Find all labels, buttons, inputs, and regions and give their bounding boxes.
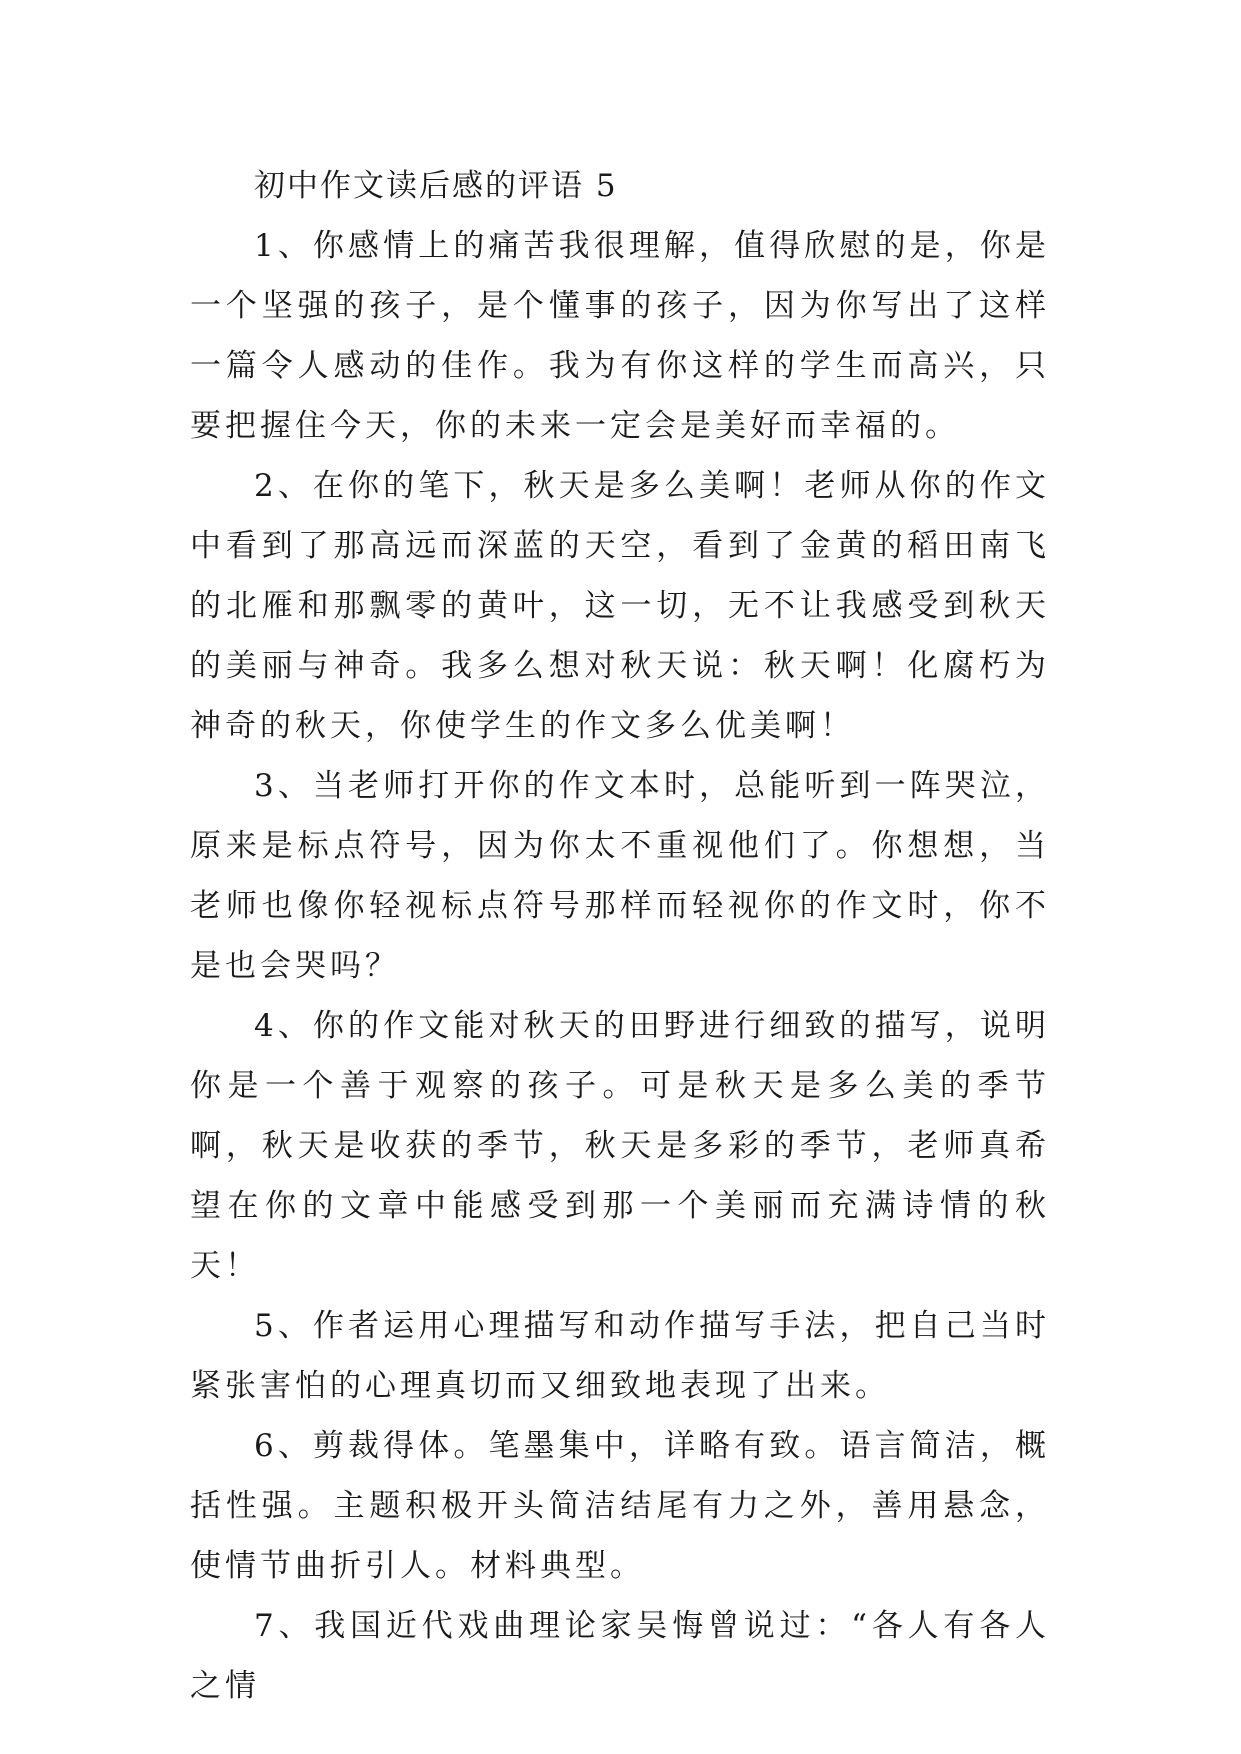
paragraph-1: 1、你感情上的痛苦我很理解，值得欣慰的是，你是一个坚强的孩子，是个懂事的孩子，因为你写出了这样一篇令人感动的佳作。我为有你这样的学生而高兴，只要把握住今天，你的未来一定会是美好而幸福的。	[190, 228, 1050, 444]
paragraph-6: 6、剪裁得体。笔墨集中，详略有致。语言简洁，概括性强。主题积极开头简洁结尾有力之外，善用悬念，使情节曲折引人。材料典型。	[190, 1428, 1050, 1584]
paragraph-5: 5、作者运用心理描写和动作描写手法，把自己当时紧张害怕的心理真切而又细致地表现了出来。	[190, 1308, 1050, 1404]
paragraph-4: 4、你的作文能对秋天的田野进行细致的描写，说明你是一个善于观察的孩子。可是秋天是多么美的季节啊，秋天是收获的季节，秋天是多彩的季节，老师真希望在你的文章中能感受到那一个美丽而充满诗情的秋天！	[190, 1008, 1050, 1284]
paragraph-3: 3、当老师打开你的作文本时，总能听到一阵哭泣，原来是标点符号，因为你太不重视他们了。你想想，当老师也像你轻视标点符号那样而轻视你的作文时，你不是也会哭吗？	[190, 768, 1050, 984]
document-title: 初中作文读后感的评语 5	[254, 168, 618, 204]
paragraph-7: 7、我国近代戏曲理论家吴悔曾说过：“各人有各人之情	[190, 1608, 1050, 1704]
paragraph-2: 2、在你的笔下，秋天是多么美啊！老师从你的作文中看到了那高远而深蓝的天空，看到了金黄的稻田南飞的北雁和那飘零的黄叶，这一切，无不让我感受到秋天的美丽与神奇。我多么想对秋天说：秋天啊！化腐朽为神奇的秋天，你使学生的作文多么优美啊！	[190, 468, 1050, 744]
document-body	[190, 156, 1050, 1716]
